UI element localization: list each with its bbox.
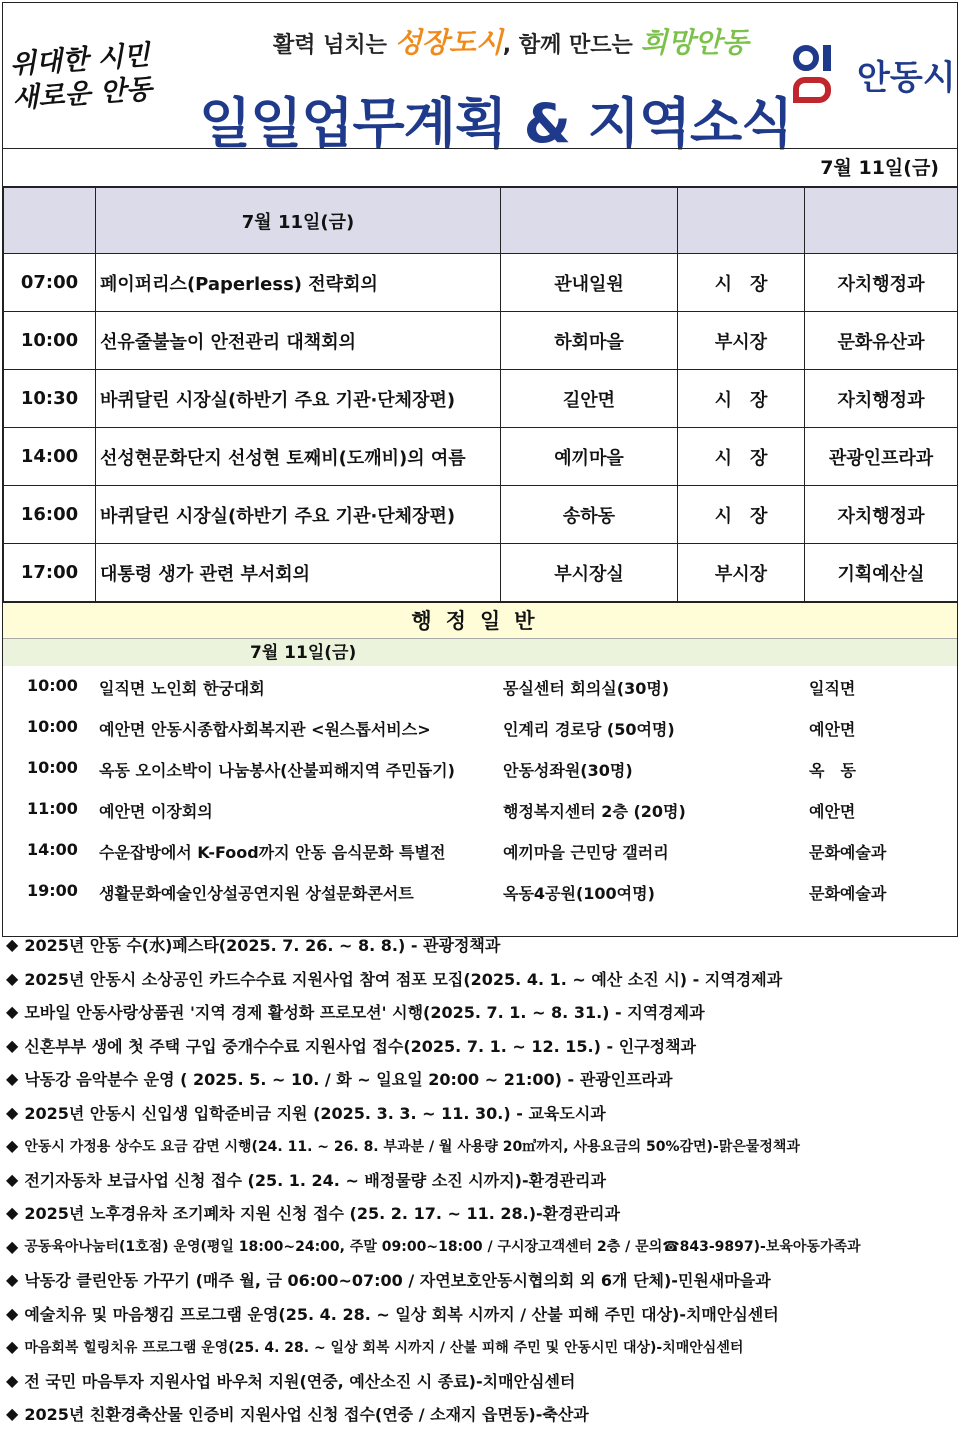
schedule-attendee: 시 장 bbox=[678, 486, 805, 544]
list-item bbox=[6, 1297, 956, 1331]
diamond-bullet-icon: ◆ bbox=[6, 968, 19, 988]
admin-dept: 예안면 bbox=[809, 720, 856, 739]
schedule-dept: 자치행정과 bbox=[805, 370, 958, 428]
admin-place: 예끼마을 근민당 갤러리 bbox=[503, 843, 669, 862]
list-item bbox=[6, 1062, 956, 1096]
city-logo bbox=[789, 43, 956, 105]
schedule-header-row bbox=[4, 188, 958, 254]
admin-title: 일직면 노인회 한궁대회 bbox=[99, 679, 265, 698]
admin-place: 옥동4공원(100여명) bbox=[503, 884, 655, 903]
list-item bbox=[3, 748, 957, 789]
admin-time: 11:00 bbox=[27, 799, 78, 818]
admin-title: 예안면 안동시종합사회복지관 <원스톱서비스> bbox=[99, 720, 431, 739]
list-item bbox=[6, 1196, 956, 1230]
schedule-time: 10:00 bbox=[4, 312, 96, 370]
schedule-attendee: 부시장 bbox=[678, 544, 805, 602]
notice-text: 전기자동차 보급사업 신청 접수 (25. 1. 24. ~ 배정물량 소진 시까지)-환경관리과 bbox=[24, 1170, 606, 1190]
schedule-place: 하회마을 bbox=[501, 312, 678, 370]
schedule-attendee: 시 장 bbox=[678, 254, 805, 312]
admin-list bbox=[3, 666, 957, 936]
admin-time: 19:00 bbox=[27, 881, 78, 900]
slogan-left: 위대한 시민 새로운 안동 bbox=[8, 39, 153, 115]
diamond-bullet-icon: ◆ bbox=[6, 935, 19, 955]
page-title: 일일업무계획 & 지역소식 bbox=[199, 92, 793, 155]
admin-time: 10:00 bbox=[27, 758, 78, 777]
list-item bbox=[3, 666, 957, 707]
list-item bbox=[6, 1096, 956, 1130]
tagline-growth: 성장도시 bbox=[394, 26, 503, 59]
notice-text: 마음회복 힐링치유 프로그램 운영(25. 4. 28. ~ 일상 회복 시까지 / 산불 피해 주민 및 안동시민 대상)-치매안심센터 bbox=[24, 1339, 744, 1356]
schedule-dept: 관광인프라과 bbox=[805, 428, 958, 486]
schedule-title: 대통령 생가 관련 부서회의 bbox=[96, 544, 501, 602]
header-cell-empty bbox=[805, 188, 958, 254]
table-row bbox=[4, 544, 958, 602]
schedule-time: 14:00 bbox=[4, 428, 96, 486]
schedule-place: 예끼마을 bbox=[501, 428, 678, 486]
list-item bbox=[6, 962, 956, 996]
tagline-mid: , 함께 만드는 bbox=[502, 33, 641, 58]
diamond-bullet-icon: ◆ bbox=[6, 1404, 19, 1424]
table-row bbox=[4, 486, 958, 544]
list-item bbox=[3, 871, 957, 912]
notice-text: 낙동강 음악분수 운영 ( 2025. 5. ~ 10. / 화 ~ 일요일 20:00 ~ 21:00) - 관광인프라과 bbox=[24, 1070, 673, 1090]
admin-time: 10:00 bbox=[27, 676, 78, 695]
schedule-attendee: 부시장 bbox=[678, 312, 805, 370]
schedule-dept: 자치행정과 bbox=[805, 486, 958, 544]
schedule-title: 선유줄불놀이 안전관리 대책회의 bbox=[96, 312, 501, 370]
list-item bbox=[3, 789, 957, 830]
diamond-bullet-icon: ◆ bbox=[6, 1002, 19, 1022]
list-item bbox=[6, 1230, 956, 1264]
header-cell-empty bbox=[501, 188, 678, 254]
schedule-place: 부시장실 bbox=[501, 544, 678, 602]
schedule-time: 16:00 bbox=[4, 486, 96, 544]
header-cell-empty bbox=[678, 188, 805, 254]
schedule-title: 바퀴달린 시장실(하반기 주요 기관·단체장편) bbox=[96, 370, 501, 428]
admin-section-heading: 행정일반 bbox=[3, 602, 957, 638]
notice-text: 모바일 안동사랑상품권 '지역 경제 활성화 프로모션' 시행(2025. 7. 1. ~ 8. 31.) - 지역경제과 bbox=[24, 1003, 705, 1023]
notice-text: 2025년 친환경축산물 인증비 지원사업 신청 접수(연중 / 소재지 읍면동)-축산과 bbox=[24, 1405, 589, 1425]
schedule-time: 07:00 bbox=[4, 254, 96, 312]
list-item bbox=[3, 830, 957, 871]
diamond-bullet-icon: ◆ bbox=[6, 1270, 19, 1290]
list-item bbox=[6, 995, 956, 1029]
schedule-time: 17:00 bbox=[4, 544, 96, 602]
diamond-bullet-icon: ◆ bbox=[6, 1102, 19, 1122]
list-item bbox=[6, 928, 956, 962]
diamond-bullet-icon: ◆ bbox=[6, 1035, 19, 1055]
diamond-bullet-icon: ◆ bbox=[6, 1370, 19, 1390]
diamond-bullet-icon: ◆ bbox=[6, 1069, 19, 1089]
diamond-bullet-icon: ◆ bbox=[6, 1303, 19, 1323]
admin-time: 14:00 bbox=[27, 840, 78, 859]
notice-text: 2025년 안동 수(水)페스타(2025. 7. 26. ~ 8. 8.) - 관광정책과 bbox=[24, 936, 501, 956]
admin-dept: 문화예술과 bbox=[809, 843, 887, 862]
admin-title: 생활문화예술인상설공연지원 상설문화콘서트 bbox=[99, 884, 414, 903]
admin-dept: 일직면 bbox=[809, 679, 856, 698]
diamond-bullet-icon: ◆ bbox=[6, 1236, 19, 1256]
notice-text: 신혼부부 생에 첫 주택 구입 중개수수료 지원사업 접수(2025. 7. 1. ~ 12. 15.) - 인구정책과 bbox=[24, 1036, 697, 1056]
tagline-prefix: 활력 넘치는 bbox=[273, 33, 395, 58]
mayor-schedule-table bbox=[3, 187, 958, 602]
list-item bbox=[6, 1330, 956, 1364]
schedule-frame bbox=[2, 148, 958, 937]
tagline bbox=[273, 21, 749, 61]
admin-time: 10:00 bbox=[27, 717, 78, 736]
schedule-dept: 문화유산과 bbox=[805, 312, 958, 370]
table-row bbox=[4, 428, 958, 486]
admin-place: 몽실센터 회의실(30명) bbox=[503, 679, 670, 698]
admin-place: 안동성좌원(30명) bbox=[503, 761, 633, 780]
notice-text: 2025년 안동시 신입생 입학준비금 지원 (2025. 3. 3. ~ 11. 30.) - 교육도시과 bbox=[24, 1103, 606, 1123]
admin-section-date: 7월 11일(금) bbox=[3, 638, 957, 666]
schedule-place: 송하동 bbox=[501, 486, 678, 544]
list-item bbox=[6, 1029, 956, 1063]
admin-title: 수운잡방에서 K-Food까지 안동 음식문화 특별전 bbox=[99, 843, 446, 862]
tagline-hope: 희망안동 bbox=[640, 26, 749, 59]
schedule-attendee: 시 장 bbox=[678, 428, 805, 486]
table-row bbox=[4, 370, 958, 428]
notice-text: 안동시 가정용 상수도 요금 감면 시행(24. 11. ~ 26. 8. 부과분 / 월 사용량 20㎥까지, 사용요금의 50%감면)-맑은물정책과 bbox=[24, 1138, 800, 1155]
page-header bbox=[2, 2, 958, 155]
local-news-list bbox=[6, 928, 956, 1429]
table-row bbox=[4, 254, 958, 312]
notice-text: 낙동강 클린안동 가꾸기 (매주 월, 금 06:00~07:00 / 자연보호안동시협의회 외 6개 단체)-민원새마을과 bbox=[24, 1271, 771, 1291]
notice-text: 2025년 노후경유차 조기폐차 지원 신청 접수 (25. 2. 17. ~ 11. 28.)-환경관리과 bbox=[24, 1204, 620, 1224]
list-item bbox=[6, 1129, 956, 1163]
list-item bbox=[6, 1397, 956, 1429]
header-cell-empty bbox=[4, 188, 96, 254]
list-item bbox=[3, 707, 957, 748]
diamond-bullet-icon: ◆ bbox=[6, 1169, 19, 1189]
admin-dept: 예안면 bbox=[809, 802, 856, 821]
notice-text: 2025년 안동시 소상공인 카드수수료 지원사업 참여 점포 모집(2025. 4. 1. ~ 예산 소진 시) - 지역경제과 bbox=[24, 969, 783, 989]
list-item bbox=[6, 1263, 956, 1297]
diamond-bullet-icon: ◆ bbox=[6, 1203, 19, 1223]
admin-place: 인계리 경로당 (50여명) bbox=[503, 720, 675, 739]
list-item bbox=[6, 1163, 956, 1197]
schedule-dept: 기획예산실 bbox=[805, 544, 958, 602]
admin-title: 옥동 오이소박이 나눔봉사(산불피해지역 주민돕기) bbox=[99, 761, 455, 780]
schedule-header-date: 7월 11일(금) bbox=[96, 188, 501, 254]
schedule-attendee: 시 장 bbox=[678, 370, 805, 428]
admin-dept: 문화예술과 bbox=[809, 884, 887, 903]
schedule-place: 관내일원 bbox=[501, 254, 678, 312]
schedule-title: 바퀴달린 시장실(하반기 주요 기관·단체장편) bbox=[96, 486, 501, 544]
notice-text: 예술치유 및 마음챙김 프로그램 운영(25. 4. 28. ~ 일상 회복 시까지 / 산불 피해 주민 대상)-치매안심센터 bbox=[24, 1304, 779, 1324]
schedule-time: 10:30 bbox=[4, 370, 96, 428]
table-row bbox=[4, 312, 958, 370]
admin-dept: 옥 동 bbox=[809, 761, 856, 780]
notice-text: 공동육아나눔터(1호점) 운영(평일 18:00~24:00, 주말 09:00~18:00 / 구시장고객센터 2층 / 문의☎843-9897)-보육아동가족과 bbox=[24, 1239, 861, 1256]
schedule-title: 페이퍼리스(Paperless) 전략회의 bbox=[96, 254, 501, 312]
schedule-place: 길안면 bbox=[501, 370, 678, 428]
city-emblem-icon bbox=[789, 43, 849, 105]
notice-text: 전 국민 마음투자 지원사업 바우처 지원(연중, 예산소진 시 종료)-치매안심센터 bbox=[24, 1371, 576, 1391]
schedule-dept: 자치행정과 bbox=[805, 254, 958, 312]
schedule-title: 선성현문화단지 선성현 토째비(도깨비)의 여름 bbox=[96, 428, 501, 486]
admin-title: 예안면 이장회의 bbox=[99, 802, 213, 821]
diamond-bullet-icon: ◆ bbox=[6, 1136, 19, 1156]
list-item bbox=[6, 1364, 956, 1398]
admin-place: 행정복지센터 2층 (20명) bbox=[503, 802, 686, 821]
city-name: 안동시 bbox=[857, 57, 956, 98]
diamond-bullet-icon: ◆ bbox=[6, 1337, 19, 1357]
date-label: 7월 11일(금) bbox=[3, 149, 957, 187]
